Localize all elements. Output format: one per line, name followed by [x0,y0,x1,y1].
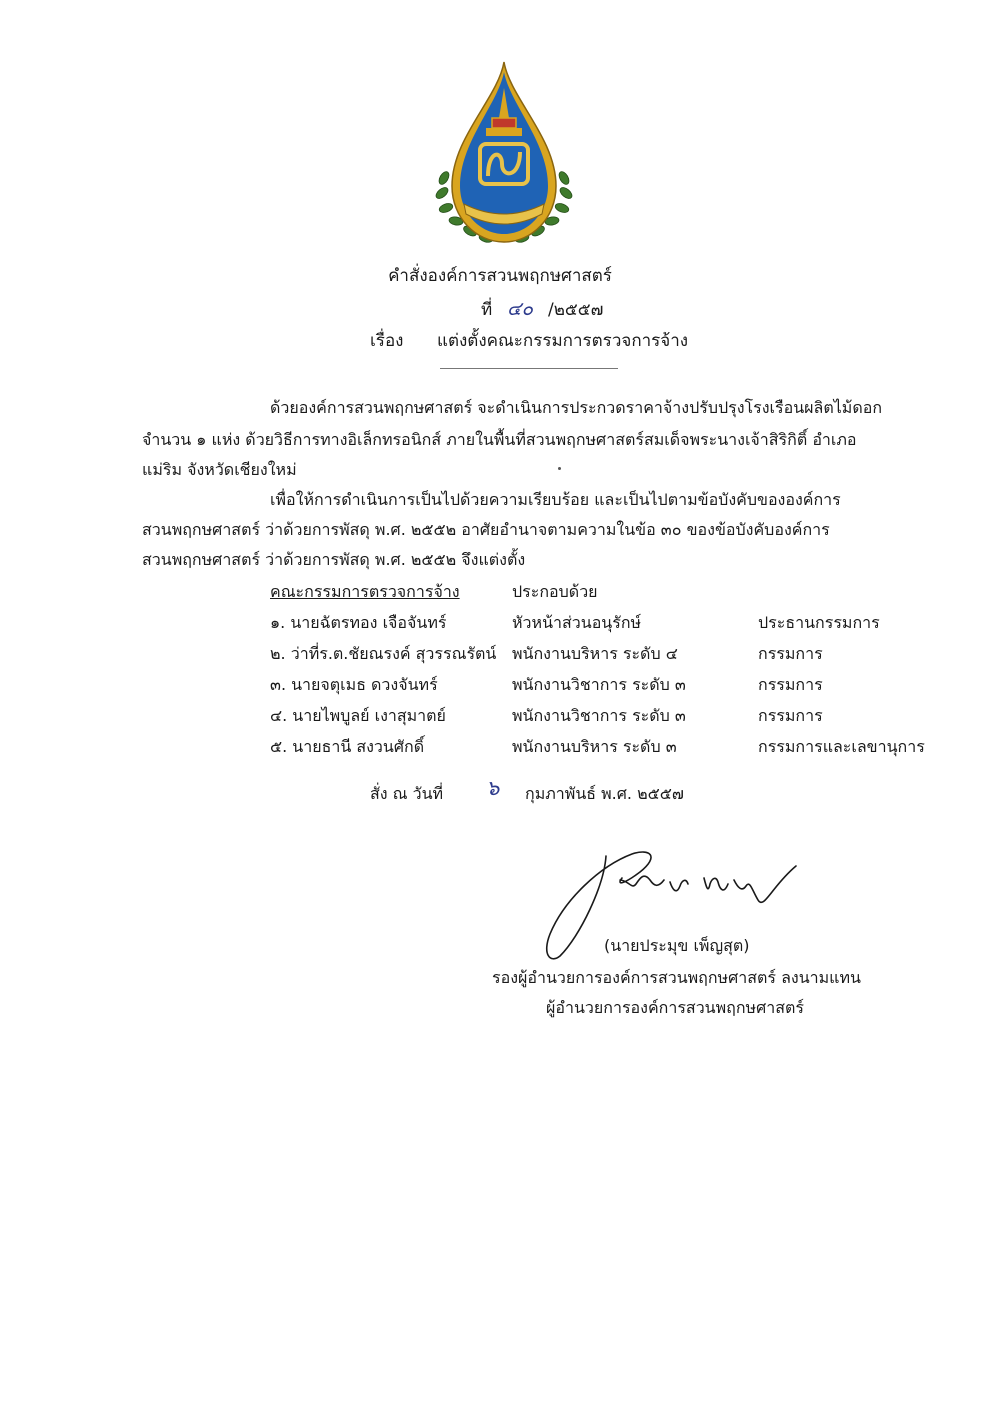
order-number-line [0,296,1000,322]
member-role: กรรมการ [758,706,823,725]
stray-dot [558,467,561,470]
member-name: ๒. ว่าที่ร.ต.ชัยณรงค์ สุวรรณรัตน์ [270,644,497,663]
member-role: กรรมการ [758,675,823,694]
member-name: ๓. นายจตุเมธ ดวงจันทร์ [270,675,438,694]
divider [440,368,618,369]
member-name: ๔. นายไพบูลย์ เงาสุมาตย์ [270,706,446,725]
member-position: พนักงานวิชาการ ระดับ ๓ [512,675,686,694]
paragraph-1-line-2: จำนวน ๑ แห่ง ด้วยวิธีการทางอิเล็กทรอนิกส์ ภายในพื้นที่สวนพฤกษศาสตร์สมเด็จพระนางเจ้าสิริกิติ์ อำเภอ [142,430,857,449]
member-role: ประธานกรรมการ [758,613,880,632]
paragraph-2-line-2: สวนพฤกษศาสตร์ ว่าด้วยการพัสดุ พ.ศ. ๒๕๕๒ อาศัยอำนาจตามความในข้อ ๓๐ ของข้อบังคับองค์การ [142,520,830,539]
subject-label: เรื่อง [370,331,404,351]
member-role: กรรมการและเลขานุการ [758,737,925,756]
paragraph-2-line-1: เพื่อให้การดำเนินการเป็นไปด้วยความเรียบร้อย และเป็นไปตามข้อบังคับขององค์การ [270,490,841,509]
organization-logo [430,58,578,250]
order-date-day-handwritten: ๖ [486,776,500,800]
member-position: พนักงานบริหาร ระดับ ๔ [512,644,678,663]
member-name: ๕. นายธานี สงวนศักดิ์ [270,737,425,756]
member-role: กรรมการ [758,644,823,663]
member-position: หัวหน้าส่วนอนุรักษ์ [512,613,642,632]
paragraph-2-line-3: สวนพฤกษศาสตร์ ว่าด้วยการพัสดุ พ.ศ. ๒๕๕๒ จึงแต่งตั้ง [142,550,526,569]
committee-heading: คณะกรรมการตรวจการจ้าง [270,582,460,601]
order-date-rest: กุมภาพันธ์ พ.ศ. ๒๕๕๗ [525,784,684,803]
paragraph-1-line-1: ด้วยองค์การสวนพฤกษศาสตร์ จะดำเนินการประกวดราคาจ้างปรับปรุงโรงเรือนผลิตไม้ดอก [270,398,882,417]
committee-consists-of: ประกอบด้วย [512,582,598,601]
order-date-prefix: สั่ง ณ วันที่ [370,784,444,803]
order-number-year: /๒๕๕๗ [548,300,604,320]
signatory-title-line-1: รองผู้อำนวยการองค์การสวนพฤกษศาสตร์ ลงนามแทน [492,968,861,987]
page-title: คำสั่งองค์การสวนพฤกษศาสตร์ [388,266,612,286]
member-position: พนักงานวิชาการ ระดับ ๓ [512,706,686,725]
member-name: ๑. นายฉัตรทอง เจือจันทร์ [270,613,447,632]
paragraph-1-line-3: แม่ริม จังหวัดเชียงใหม่ [142,460,297,479]
subject-text: แต่งตั้งคณะกรรมการตรวจการจ้าง [437,331,689,351]
signatory-name: (นายประมุข เพ็ญสุต) [604,936,750,955]
order-number-handwritten: ๔๐ [507,298,533,320]
member-position: พนักงานบริหาร ระดับ ๓ [512,737,677,756]
number-label: ที่ [481,300,493,320]
signatory-title-line-2: ผู้อำนวยการองค์การสวนพฤกษศาสตร์ [546,998,804,1017]
